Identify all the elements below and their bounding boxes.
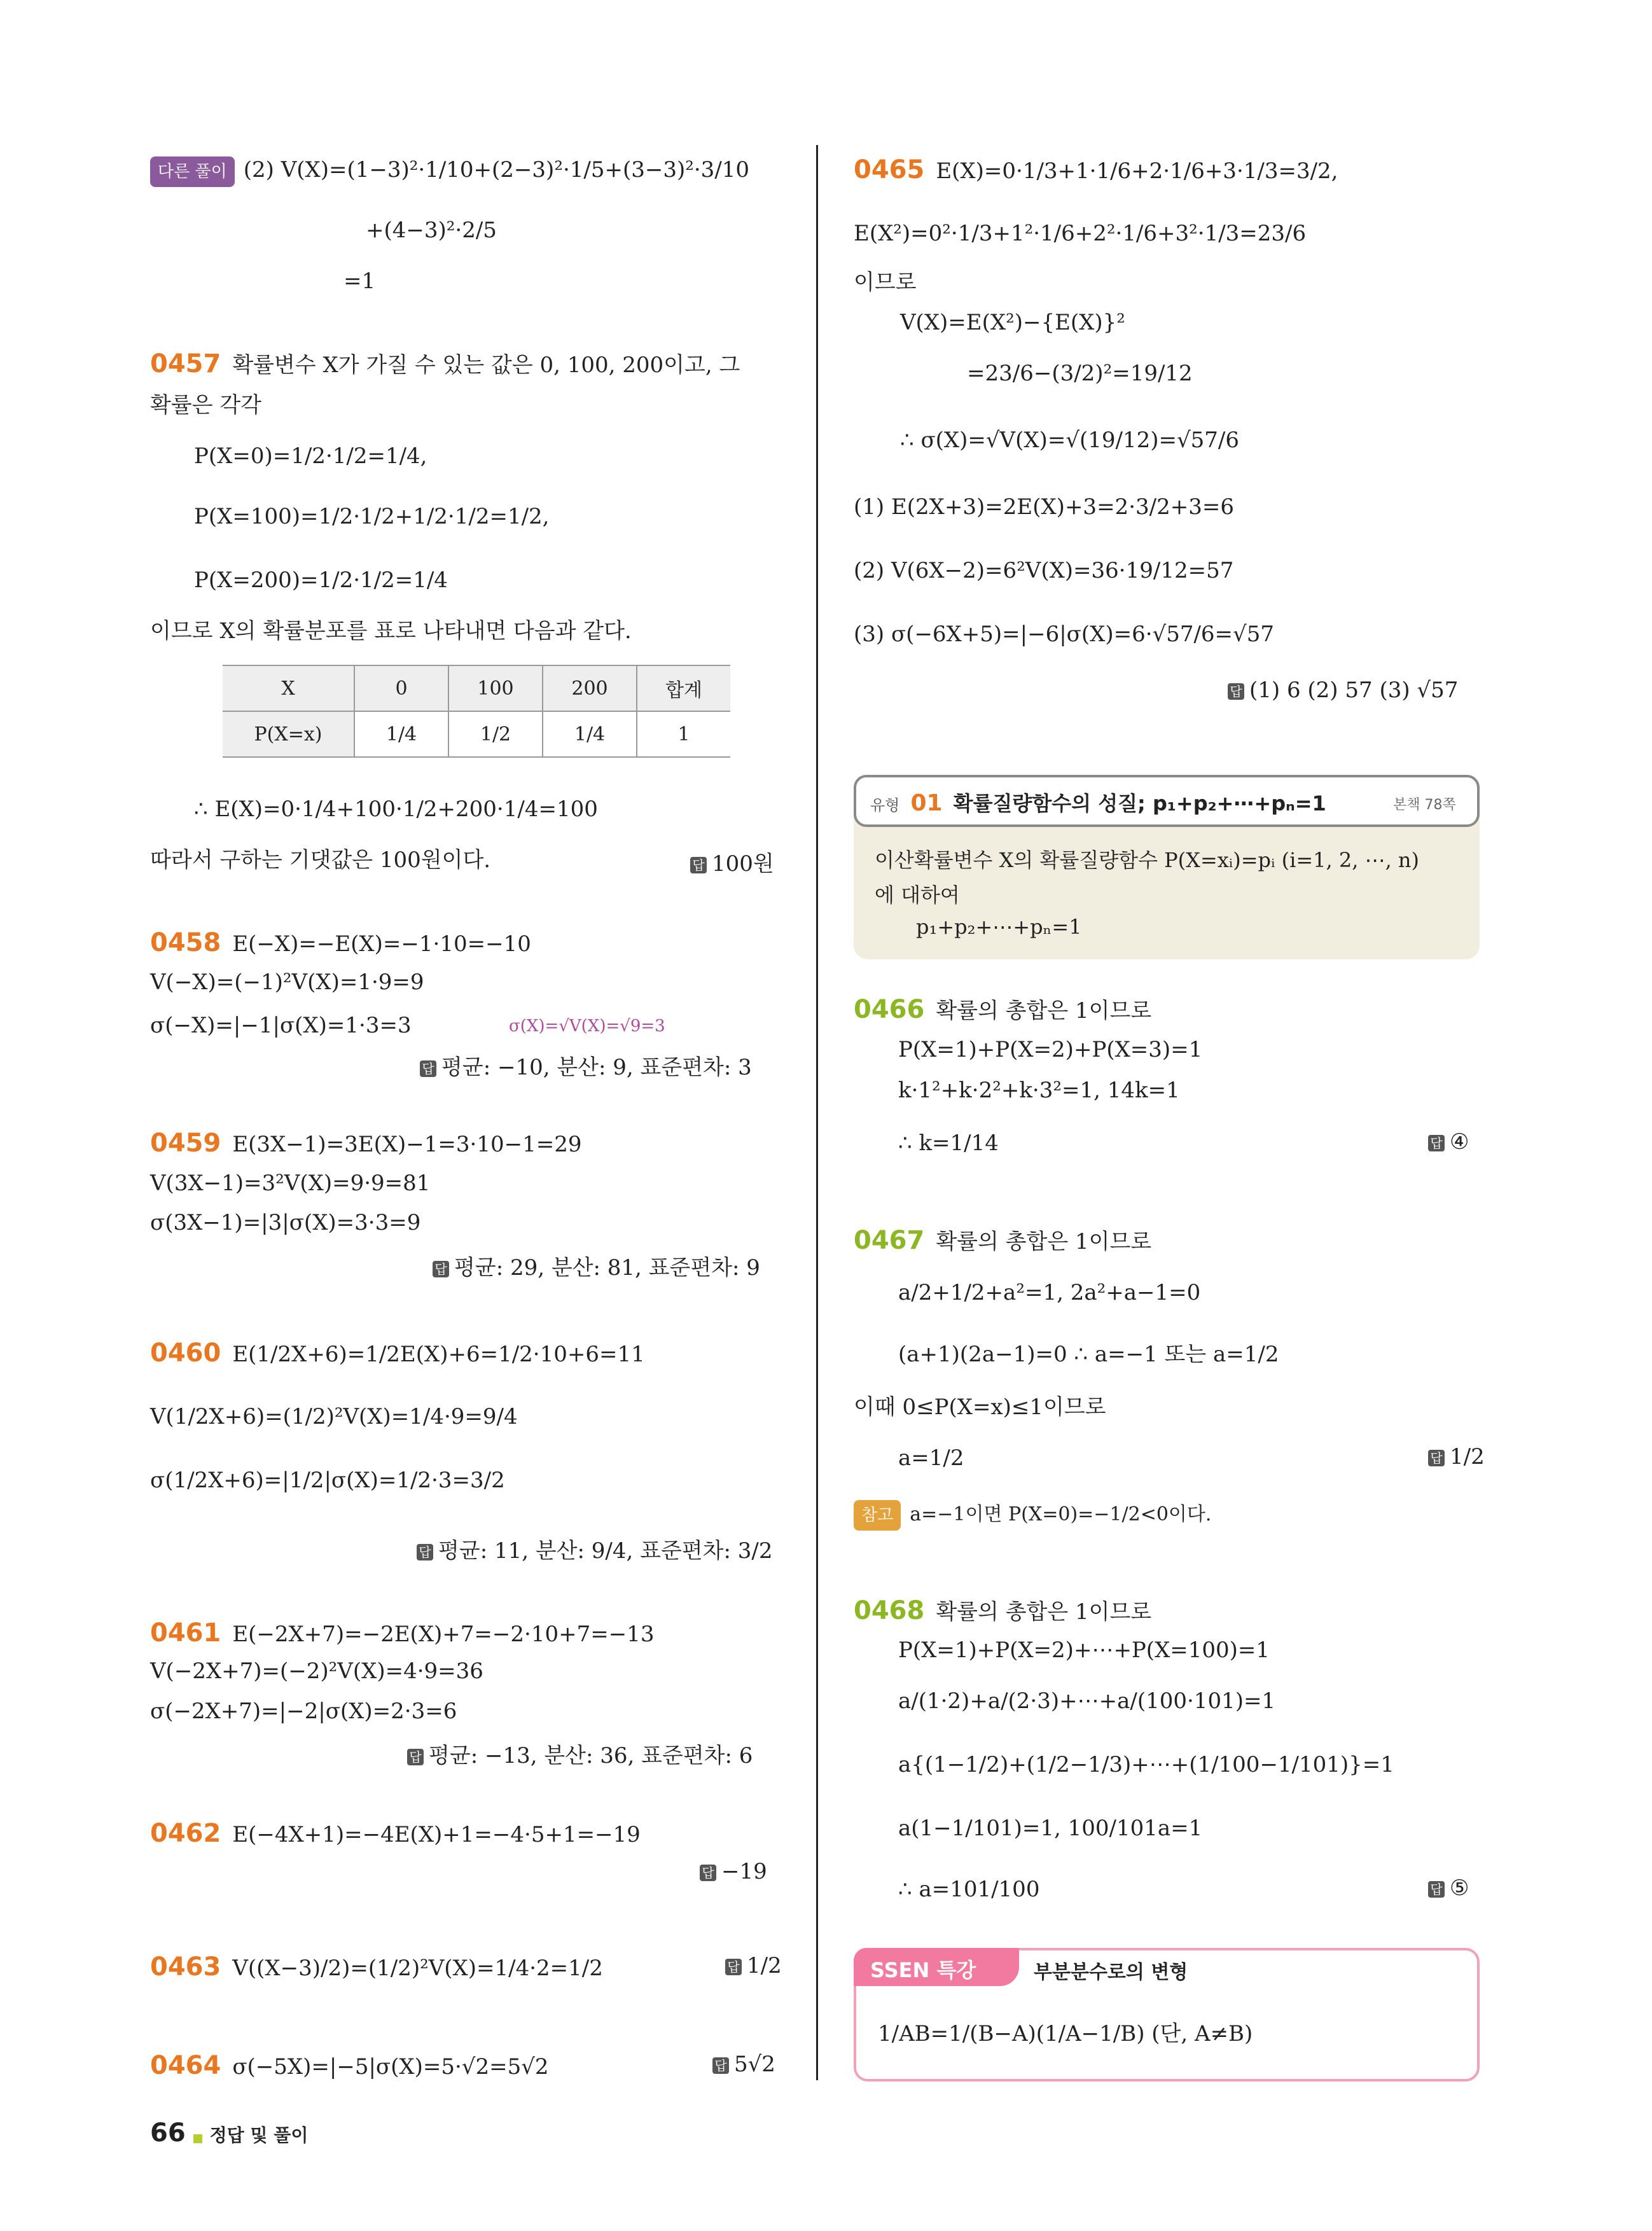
problem-0461-line-2: V(−2X+7)=(−2)²V(X)=4·9=36 <box>150 1658 483 1684</box>
problem-0467-line-1: 0467 확률의 총합은 1이므로 <box>854 1226 1152 1255</box>
problem-number: 0465 <box>854 155 925 184</box>
type-body-line-1: 이산확률변수 X의 확률질량함수 P(X=xᵢ)=pᵢ (i=1, 2, ⋯, n) <box>875 848 1420 872</box>
answer-icon: 답 <box>700 1865 716 1881</box>
answer-0468: 답 ⑤ <box>1428 1875 1469 1901</box>
type-body-line-2: 에 대하여 <box>875 883 960 907</box>
distribution-table <box>223 665 730 758</box>
problem-0466-line-3: k·1²+k·2²+k·3²=1, 14k=1 <box>898 1078 1180 1103</box>
table-cell: 200 <box>543 665 637 711</box>
type-title: 확률질량함수의 성질; p₁+p₂+⋯+pₙ=1 <box>953 791 1326 816</box>
answer-icon: 답 <box>690 857 707 873</box>
type-body-line-3: p₁+p₂+⋯+pₙ=1 <box>916 915 1082 939</box>
problem-0465-line-3: 이므로 <box>854 270 917 295</box>
answer-0463: 답 1/2 <box>725 1953 782 1978</box>
footer-label: 정답 및 풀이 <box>209 2125 309 2146</box>
problem-number: 0464 <box>150 2051 221 2080</box>
type-label: 유형 <box>870 796 900 814</box>
table-cell: 1/2 <box>448 711 543 757</box>
problem-0467-line-5: a=1/2 <box>898 1445 964 1471</box>
table-cell: P(X=x) <box>223 711 354 757</box>
problem-0465-line-8: (2) V(6X−2)=6²V(X)=36·19/12=57 <box>854 558 1234 583</box>
answer-0464: 답 5√2 <box>712 2052 775 2077</box>
problem-number: 0462 <box>150 1819 221 1848</box>
problem-0467-note: 참고 a=−1이면 P(X=0)=−1/2<0이다. <box>854 1500 1211 1531</box>
problem-0465-line-4: V(X)=E(X²)−{E(X)}² <box>900 310 1125 335</box>
answer-0460: 답 평균: 11, 분산: 9/4, 표준편차: 3/2 <box>417 1533 772 1564</box>
problem-number: 0457 <box>150 349 221 379</box>
problem-0459-line-3: σ(3X−1)=|3|σ(X)=3·3=9 <box>150 1210 421 1235</box>
problem-0466-line-1: 0466 확률의 총합은 1이므로 <box>854 995 1152 1024</box>
problem-number: 0467 <box>854 1226 925 1255</box>
answer-icon: 답 <box>725 1959 742 1975</box>
sseen-tag: SSEN 특강 <box>870 1958 976 1982</box>
table-cell: 1 <box>637 711 730 757</box>
problem-0468-line-5: a(1−1/101)=1, 100/101a=1 <box>898 1816 1203 1841</box>
answer-icon: 답 <box>1228 683 1244 700</box>
problem-0457-line-1 <box>150 350 740 379</box>
problem-0457-line-8: 따라서 구하는 기댓값은 100원이다. <box>150 847 491 873</box>
answer-0465: 답 (1) 6 (2) 57 (3) √57 <box>1228 678 1458 703</box>
problem-0466-line-4: ∴ k=1/14 <box>898 1130 999 1156</box>
problem-0468-line-6: ∴ a=101/100 <box>898 1877 1040 1902</box>
table-cell: X <box>223 665 354 711</box>
sseen-formula: 1/AB=1/(B−A)(1/A−1/B) (단, A≠B) <box>878 2021 1253 2047</box>
answer-icon: 답 <box>1428 1881 1445 1898</box>
square-bullet-icon <box>193 2134 202 2143</box>
problem-0458-note: σ(X)=√V(X)=√9=3 <box>509 1017 665 1036</box>
alt-solution-text: (2) V(X)=(1−3)²·1/10+(2−3)²·1/5+(3−3)²·3/10 <box>243 157 750 183</box>
problem-0462-line-1: 0462 E(−4X+1)=−4E(X)+1=−4·5+1=−19 <box>150 1819 641 1848</box>
alt-solution-line-2: +(4−3)²·2/5 <box>366 218 497 243</box>
answer-icon: 답 <box>1428 1135 1445 1151</box>
table-cell: 1/4 <box>354 711 448 757</box>
table-cell: 합계 <box>637 665 730 711</box>
problem-0465-line-6: ∴ σ(X)=√V(X)=√(19/12)=√57/6 <box>900 427 1239 453</box>
problem-0468-line-2: P(X=1)+P(X=2)+⋯+P(X=100)=1 <box>898 1637 1270 1663</box>
problem-0458-line-1: 0458 E(−X)=−E(X)=−1·10=−10 <box>150 928 531 957</box>
problem-0460-line-3: σ(1/2X+6)=|1/2|σ(X)=1/2·3=3/2 <box>150 1468 505 1493</box>
problem-0458-line-3: σ(−X)=|−1|σ(X)=1·3=3 <box>150 1013 412 1038</box>
problem-0459-line-2: V(3X−1)=3²V(X)=9·9=81 <box>150 1171 431 1196</box>
page-number: 66 <box>150 2118 186 2148</box>
problem-0458-line-2: V(−X)=(−1)²V(X)=1·9=9 <box>150 970 424 995</box>
problem-0457-line-3: P(X=0)=1/2·1/2=1/4, <box>194 443 427 469</box>
problem-number: 0463 <box>150 1952 221 1982</box>
problem-0461-line-1: 0461 E(−2X+7)=−2E(X)+7=−2·10+7=−13 <box>150 1618 655 1648</box>
footer <box>150 2118 308 2148</box>
problem-text: 확률변수 X가 가질 수 있는 값은 0, 100, 200이고, 그 <box>232 352 740 378</box>
answer-icon: 답 <box>417 1544 433 1560</box>
problem-0465-line-9: (3) σ(−6X+5)=|−6|σ(X)=6·√57/6=√57 <box>854 622 1274 647</box>
answer-0457: 답 100원 <box>690 846 774 877</box>
table-cell: 1/4 <box>543 711 637 757</box>
problem-0460-line-1: 0460 E(1/2X+6)=1/2E(X)+6=1/2·10+6=11 <box>150 1338 645 1368</box>
problem-0459-line-1: 0459 E(3X−1)=3E(X)−1=3·10−1=29 <box>150 1129 582 1158</box>
column-divider <box>816 145 818 2080</box>
table-cell: 0 <box>354 665 448 711</box>
problem-0467-line-2: a/2+1/2+a²=1, 2a²+a−1=0 <box>898 1280 1201 1305</box>
answer-0466: 답 ④ <box>1428 1129 1469 1155</box>
problem-0467-line-4: 이때 0≤P(X=x)≤1이므로 <box>854 1394 1106 1420</box>
problem-number: 0461 <box>150 1618 221 1648</box>
problem-0460-line-2: V(1/2X+6)=(1/2)²V(X)=1/4·9=9/4 <box>150 1404 518 1429</box>
problem-number: 0458 <box>150 928 221 957</box>
answer-icon: 답 <box>407 1749 424 1765</box>
problem-0457-line-7: ∴ E(X)=0·1/4+100·1/2+200·1/4=100 <box>194 796 598 822</box>
problem-0467-line-3: (a+1)(2a−1)=0 ∴ a=−1 또는 a=1/2 <box>898 1342 1279 1367</box>
alt-solution-line-3: =1 <box>344 268 376 294</box>
problem-0466-line-2: P(X=1)+P(X=2)+P(X=3)=1 <box>898 1037 1203 1062</box>
problem-number: 0460 <box>150 1338 221 1368</box>
problem-0457-line-4: P(X=100)=1/2·1/2+1/2·1/2=1/2, <box>194 504 550 529</box>
answer-icon: 답 <box>1428 1450 1445 1466</box>
problem-0465-line-1: 0465 E(X)=0·1/3+1·1/6+2·1/6+3·1/3=3/2, <box>854 155 1338 184</box>
note-tag: 참고 <box>854 1500 901 1531</box>
answer-0458: 답 평균: −10, 분산: 9, 표준편차: 3 <box>420 1050 752 1081</box>
problem-number: 0468 <box>854 1596 925 1625</box>
answer-icon: 답 <box>420 1060 436 1077</box>
problem-0461-line-3: σ(−2X+7)=|−2|σ(X)=2·3=6 <box>150 1699 457 1724</box>
alt-solution-tag: 다른 풀이 <box>150 156 235 187</box>
problem-0457-line-5: P(X=200)=1/2·1/2=1/4 <box>194 567 448 593</box>
problem-0465-line-5: =23/6−(3/2)²=19/12 <box>967 361 1193 386</box>
alt-solution-line-1 <box>150 156 749 187</box>
problem-number: 0459 <box>150 1129 221 1158</box>
answer-0461: 답 평균: −13, 분산: 36, 표준편차: 6 <box>407 1738 753 1769</box>
type-page-ref: 본책 78쪽 <box>1393 797 1456 813</box>
problem-0468-line-3: a/(1·2)+a/(2·3)+⋯+a/(100·101)=1 <box>898 1688 1276 1714</box>
problem-0457-line-2: 확률은 각각 <box>150 393 262 418</box>
problem-0468-line-4: a{(1−1/2)+(1/2−1/3)+⋯+(1/100−1/101)}=1 <box>898 1752 1394 1777</box>
answer-icon: 답 <box>433 1261 449 1277</box>
problem-0463-line-1: 0463 V((X−3)/2)=(1/2)²V(X)=1/4·2=1/2 <box>150 1952 603 1982</box>
problem-0457-line-6: 이므로 X의 확률분포를 표로 나타내면 다음과 같다. <box>150 618 632 644</box>
table-cell: 100 <box>448 665 543 711</box>
type-number: 01 <box>910 790 943 816</box>
problem-0464-line-1: 0464 σ(−5X)=|−5|σ(X)=5·√2=5√2 <box>150 2051 549 2080</box>
answer-0467: 답 1/2 <box>1428 1444 1485 1470</box>
problem-0465-line-2: E(X²)=0²·1/3+1²·1/6+2²·1/6+3²·1/3=23/6 <box>854 221 1307 246</box>
problem-number: 0466 <box>854 995 925 1024</box>
answer-0459: 답 평균: 29, 분산: 81, 표준편차: 9 <box>433 1250 760 1281</box>
answer-icon: 답 <box>712 2057 729 2074</box>
problem-0465-line-7: (1) E(2X+3)=2E(X)+3=2·3/2+3=6 <box>854 494 1234 520</box>
problem-0468-line-1: 0468 확률의 총합은 1이므로 <box>854 1596 1152 1625</box>
sseen-title: 부분분수로의 변형 <box>1034 1961 1188 1984</box>
type-box-title-row <box>870 788 1326 817</box>
answer-0462: 답 −19 <box>700 1859 767 1884</box>
